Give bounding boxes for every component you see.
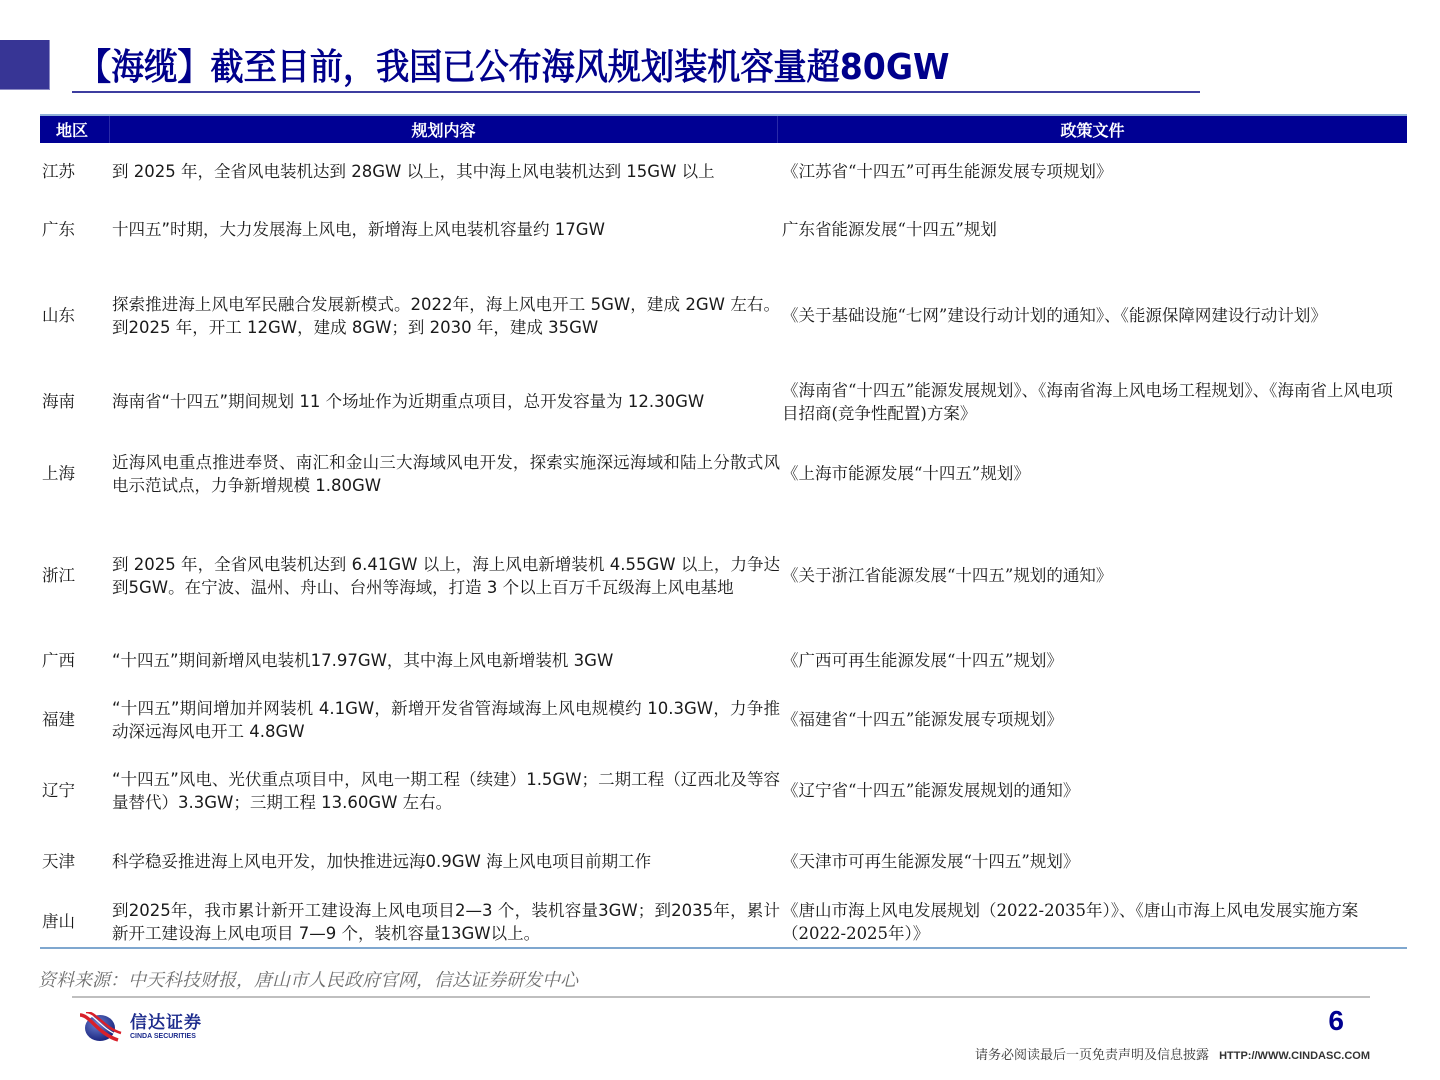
table-row bbox=[40, 278, 1407, 354]
table-row bbox=[40, 146, 1407, 198]
table-row bbox=[40, 694, 1407, 746]
cell-region: 广西 bbox=[42, 651, 75, 671]
cell-plan: 到 2025 年，全省风电装机达到 28GW 以上，其中海上风电装机达到 15GW 以上 bbox=[112, 162, 715, 182]
cell-region: 福建 bbox=[42, 710, 75, 730]
cell-policy: 《福建省“十四五”能源发展专项规划》 bbox=[782, 710, 1063, 730]
table-row bbox=[40, 538, 1407, 614]
cell-region: 上海 bbox=[42, 464, 75, 484]
cell-plan: 海南省“十四五”期间规划 11 个场址作为近期重点项目，总开发容量为 12.30GW bbox=[112, 392, 705, 412]
page-number: 6 bbox=[1328, 1005, 1344, 1036]
cell-plan: “十四五”风电、光伏重点项目中，风电一期工程（续建）1.5GW；二期工程（辽西北及等容量替代）3.3GW；三期工程 13.60GW 左右。 bbox=[112, 769, 780, 812]
cell-policy: 广东省能源发展“十四五”规划 bbox=[782, 220, 997, 240]
column-header-policy: 政策文件 bbox=[1060, 121, 1125, 140]
table-header bbox=[40, 114, 1407, 143]
cell-region: 辽宁 bbox=[42, 781, 75, 801]
cell-plan: 探索推进海上风电军民融合发展新模式。2022年，海上风电开工 5GW，建成 2GW 左右。到2025 年，开工 12GW，建成 8GW；到 2030 年，建成 35GW bbox=[112, 294, 780, 337]
cell-region: 江苏 bbox=[42, 162, 75, 182]
logo-english-name: CINDA SECURITIES bbox=[130, 1032, 196, 1040]
cell-plan: 十四五”时期，大力发展海上风电，新增海上风电装机容量约 17GW bbox=[112, 220, 605, 240]
cell-plan: 近海风电重点推进奉贤、南汇和金山三大海域风电开发，探索实施深远海域和陆上分散式风电示范试点，力争新增规模 1.80GW bbox=[112, 452, 780, 495]
table-row bbox=[40, 376, 1407, 428]
cell-region: 浙江 bbox=[42, 566, 75, 586]
cell-policy: 《天津市可再生能源发展“十四五”规划》 bbox=[782, 852, 1080, 872]
cell-policy: 《关于浙江省能源发展“十四五”规划的通知》 bbox=[782, 566, 1113, 586]
table-row bbox=[40, 848, 1407, 876]
cell-policy: 《江苏省“十四五”可再生能源发展专项规划》 bbox=[782, 162, 1113, 182]
cell-plan: 科学稳妥推进海上风电开发，加快推进远海0.9GW 海上风电项目前期工作 bbox=[112, 852, 652, 872]
cell-region: 山东 bbox=[42, 306, 75, 326]
cell-policy: 《关于基础设施“七网”建设行动计划的通知》、《能源保障网建设行动计划》 bbox=[782, 306, 1327, 326]
table-row bbox=[40, 216, 1407, 244]
cell-region: 天津 bbox=[42, 852, 75, 872]
column-header-plan: 规划内容 bbox=[110, 116, 778, 143]
cell-plan: “十四五”期间增加并网装机 4.1GW，新增开发省管海域海上风电规模约 10.3GW，力争推动深远海风电开工 4.8GW bbox=[112, 698, 780, 741]
column-header-region: 地区 bbox=[40, 116, 110, 143]
table-bottom-rule bbox=[40, 947, 1407, 949]
corner-decoration bbox=[0, 40, 50, 90]
cell-policy: 《唐山市海上风电发展规划（2022-2035年）》、《唐山市海上风电发展实施方案（2022-2025年）》 bbox=[782, 900, 1359, 943]
disclaimer-text: 请务必阅读最后一页免责声明及信息披露 bbox=[975, 1048, 1210, 1063]
cell-plan: 到2025年，我市累计新开工建设海上风电项目2—3 个，装机容量3GW；到2035年，累计新开工建设海上风电项目 7—9 个，装机容量13GW以上。 bbox=[112, 900, 780, 943]
cell-region: 广东 bbox=[42, 220, 75, 240]
cell-region: 海南 bbox=[42, 392, 75, 412]
table-row bbox=[40, 448, 1407, 500]
logo-chinese-name: 信达证券 bbox=[130, 1012, 202, 1033]
policy-table bbox=[40, 114, 1407, 943]
page-title: 【海缆】截至目前，我国已公布海风规划装机容量超80GW bbox=[78, 47, 950, 88]
disclaimer bbox=[975, 1044, 1370, 1063]
company-logo bbox=[78, 1012, 202, 1042]
website-link[interactable]: HTTP://WWW.CINDASC.COM bbox=[1219, 1050, 1370, 1062]
cell-plan: 到 2025 年，全省风电装机达到 6.41GW 以上，海上风电新增装机 4.55GW 以上，力争达到5GW。在宁波、温州、舟山、台州等海域，打造 3 个以上百万千瓦级海上风电基地 bbox=[112, 554, 780, 597]
source-note: 资料来源：中天科技财报，唐山市人民政府官网，信达证券研发中心 bbox=[38, 970, 578, 991]
title-underline bbox=[72, 91, 1200, 93]
cell-policy: 《上海市能源发展“十四五”规划》 bbox=[782, 464, 1030, 484]
table-row bbox=[40, 647, 1407, 675]
cell-policy: 《海南省“十四五”能源发展规划》、《海南省海上风电场工程规划》、《海南省上风电项目招商(竞争性配置)方案》 bbox=[782, 380, 1393, 423]
cell-region: 唐山 bbox=[42, 912, 75, 932]
cell-policy: 《广西可再生能源发展“十四五”规划》 bbox=[782, 651, 1063, 671]
cell-policy: 《辽宁省“十四五”能源发展规划的通知》 bbox=[782, 781, 1080, 801]
cinda-logo-icon bbox=[78, 1012, 122, 1042]
footer-divider bbox=[72, 996, 1370, 998]
table-row bbox=[40, 896, 1407, 948]
table-row bbox=[40, 765, 1407, 817]
cell-plan: “十四五”期间新增风电装机17.97GW，其中海上风电新增装机 3GW bbox=[112, 651, 614, 671]
